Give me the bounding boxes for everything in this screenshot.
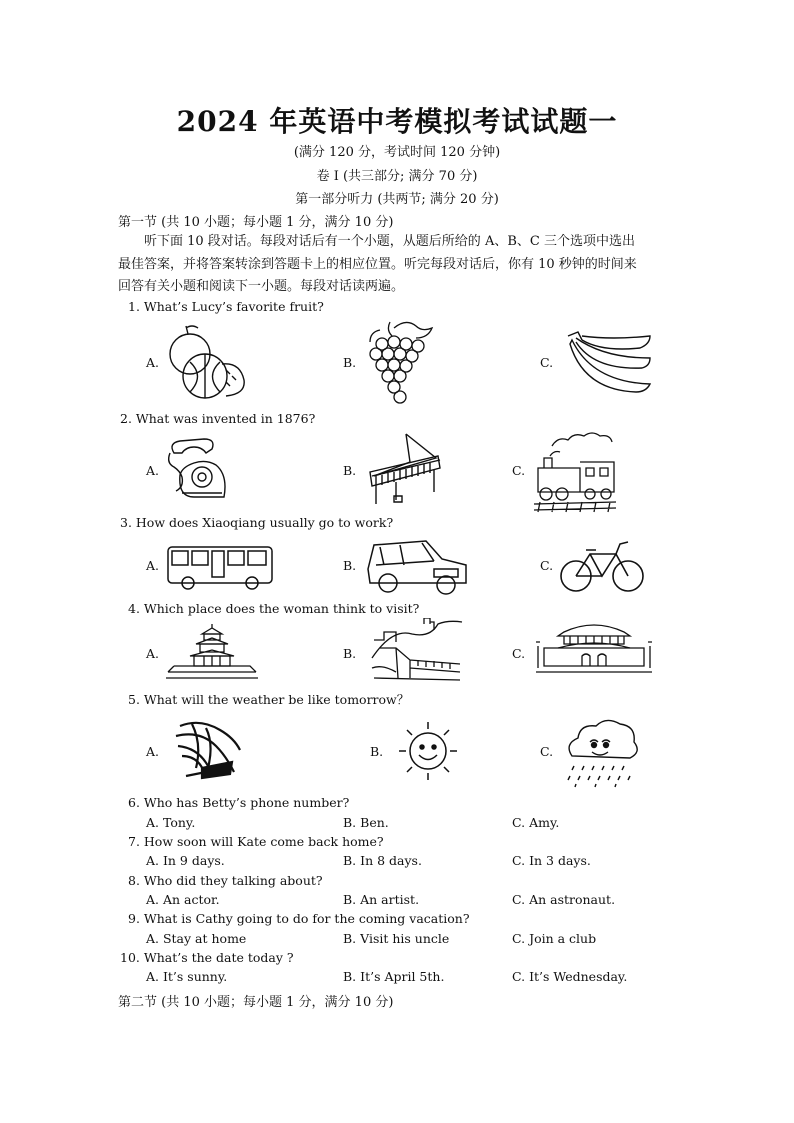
question-2: 2. What was invented in 1876? bbox=[120, 411, 316, 426]
option-a: A. In 9 days. bbox=[146, 853, 225, 868]
option-c: C. An astronaut. bbox=[512, 892, 616, 907]
option-b: B. In 8 days. bbox=[343, 853, 422, 868]
option-c: C. Join a club bbox=[512, 931, 597, 946]
option-a-label: A. bbox=[146, 355, 160, 370]
bicycle-icon bbox=[558, 538, 648, 594]
telephone-icon bbox=[164, 437, 228, 501]
bus-icon bbox=[164, 543, 276, 591]
instruction-line: 回答有关小题和阅读下一小题。每段对话读两遍。 bbox=[118, 279, 405, 294]
option-b: B. An artist. bbox=[343, 892, 420, 907]
oranges-icon bbox=[160, 324, 250, 400]
piano-icon bbox=[366, 432, 444, 510]
instructions bbox=[118, 231, 678, 299]
option-b: B. It’s April 5th. bbox=[343, 969, 445, 984]
grapes-icon bbox=[360, 318, 440, 408]
option-b: B. Visit his uncle bbox=[343, 931, 450, 946]
question-1: 1. What’s Lucy’s favorite fruit? bbox=[128, 299, 324, 314]
train-icon bbox=[530, 428, 618, 514]
part-one-heading: 第一部分听力 (共两节; 满分 20 分) bbox=[295, 192, 499, 207]
question-8: 8. Who did they talking about? bbox=[128, 873, 323, 888]
question-10: 10. What’s the date today ? bbox=[120, 950, 294, 965]
option-a-label: A. bbox=[146, 558, 160, 573]
option-b-label: B. bbox=[343, 463, 357, 478]
option-c-label: C. bbox=[512, 646, 526, 661]
question-6: 6. Who has Betty’s phone number? bbox=[128, 795, 350, 810]
car-icon bbox=[362, 535, 470, 597]
temple-of-heaven-icon bbox=[164, 622, 260, 682]
option-a-label: A. bbox=[146, 646, 160, 661]
bananas-icon bbox=[562, 330, 654, 398]
instruction-line: 最佳答案，并将答案转涂到答题卡上的相应位置。听完每段对话后，你有 10 秒钟的时间来 bbox=[118, 256, 637, 272]
option-a-label: A. bbox=[146, 744, 160, 759]
tiananmen-icon bbox=[534, 622, 654, 674]
question-7: 7. How soon will Kate come back home? bbox=[128, 834, 384, 849]
option-c: C. In 3 days. bbox=[512, 853, 591, 868]
storm-icon bbox=[172, 716, 244, 782]
section-two-heading: 第二节 (共 10 小题；每小题 1 分，满分 10 分) bbox=[118, 995, 394, 1010]
option-a: A. Tony. bbox=[146, 815, 196, 830]
question-5: 5. What will the weather be like tomorrow？ bbox=[128, 692, 410, 707]
rain-cloud-icon bbox=[562, 718, 640, 790]
question-3: 3. How does Xiaoqiang usually go to work? bbox=[120, 515, 394, 530]
option-a-label: A. bbox=[146, 463, 160, 478]
option-b-label: B. bbox=[343, 646, 357, 661]
score-time-note: (满分 120 分，考试时间 120 分钟) bbox=[293, 145, 501, 160]
option-b-label: B. bbox=[343, 558, 357, 573]
option-b-label: B. bbox=[343, 355, 357, 370]
option-c: C. It’s Wednesday. bbox=[512, 969, 628, 984]
option-c: C. Amy. bbox=[512, 815, 560, 830]
option-c-label: C. bbox=[512, 463, 526, 478]
sun-icon bbox=[395, 718, 461, 784]
instruction-line: 听下面 10 段对话。每段对话后有一个小题，从题后所给的 A、B、C 三个选项中选出 bbox=[144, 234, 635, 249]
page-title: 2024 年英语中考模拟考试试题一 bbox=[176, 105, 618, 138]
section-one-heading: 第一节 (共 10 小题；每小题 1 分，满分 10 分) bbox=[118, 215, 394, 230]
option-a: A. Stay at home bbox=[146, 931, 247, 946]
option-a: A. It’s sunny. bbox=[146, 969, 228, 984]
volume-heading: 卷 I (共三部分; 满分 70 分) bbox=[316, 169, 478, 184]
question-9: 9. What is Cathy going to do for the coming vacation? bbox=[128, 911, 470, 926]
option-b: B. Ben. bbox=[343, 815, 389, 830]
question-4: 4. Which place does the woman think to visit? bbox=[128, 601, 420, 616]
option-b-label: B. bbox=[370, 744, 384, 759]
option-c-label: C. bbox=[540, 744, 554, 759]
option-c-label: C. bbox=[540, 558, 554, 573]
option-a: A. An actor. bbox=[146, 892, 220, 907]
great-wall-icon bbox=[370, 618, 464, 686]
option-c-label: C. bbox=[540, 355, 554, 370]
